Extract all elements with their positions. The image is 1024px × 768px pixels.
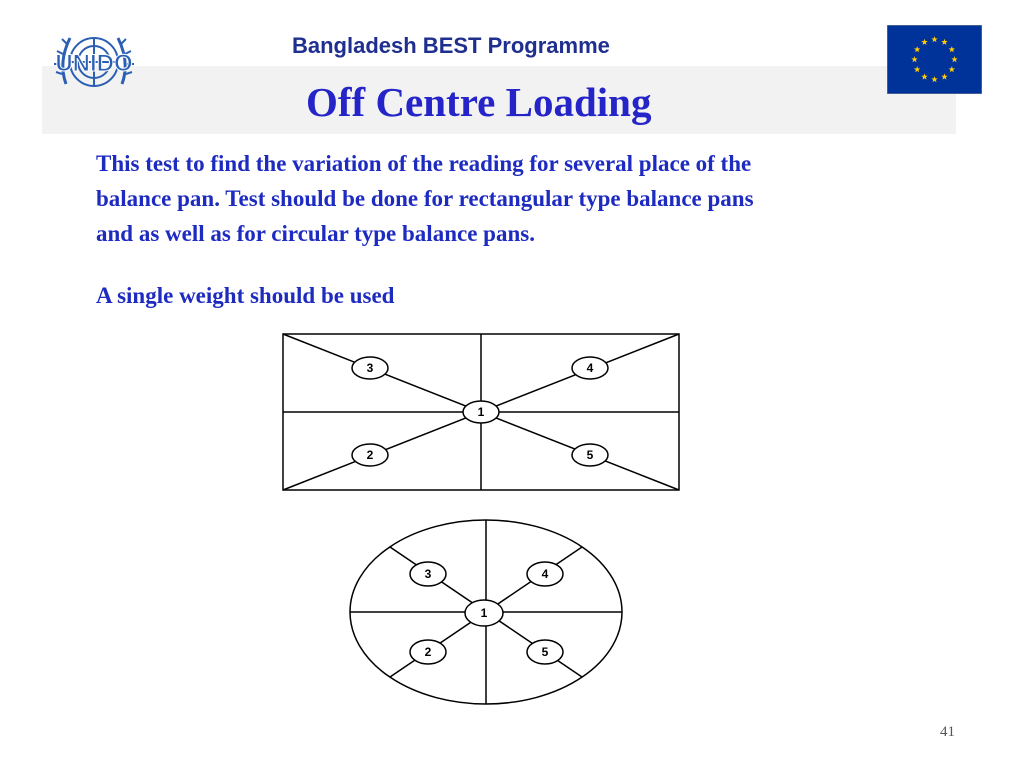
circle-position-3 (410, 562, 446, 586)
circle-position-2-label: 2 (424, 645, 432, 659)
rect-position-5 (572, 444, 608, 466)
page-number: 41 (940, 724, 955, 740)
rect-position-5-label: 5 (586, 448, 594, 462)
note-text: A single weight should be used (96, 283, 395, 308)
circle-position-1-label: 1 (480, 606, 488, 620)
circle-position-5-label: 5 (541, 645, 549, 659)
rect-position-2 (352, 444, 388, 466)
rect-position-4 (572, 357, 608, 379)
rect-position-1-label: 1 (477, 405, 485, 419)
rect-position-3 (352, 357, 388, 379)
paragraph-line: balance pan. Test should be done for rectangular type balance pans (96, 186, 754, 211)
programme-name: Bangladesh BEST Programme (292, 33, 610, 58)
rect-position-3-label: 3 (366, 361, 374, 375)
circle-position-1 (465, 600, 503, 626)
circle-position-5 (527, 640, 563, 664)
slide-title: Off Centre Loading (306, 79, 652, 125)
logo-text: UNIDO (55, 50, 133, 77)
circle-position-3-label: 3 (424, 567, 432, 581)
circle-position-2 (410, 640, 446, 664)
paragraph-line: This test to find the variation of the reading for several place of the (96, 151, 752, 176)
circle-position-4-label: 4 (541, 567, 549, 581)
rect-position-4-label: 4 (586, 361, 594, 375)
rect-position-2-label: 2 (366, 448, 374, 462)
rect-position-1 (463, 401, 499, 423)
paragraph-line: and as well as for circular type balance pans. (96, 221, 535, 246)
circle-position-4 (527, 562, 563, 586)
